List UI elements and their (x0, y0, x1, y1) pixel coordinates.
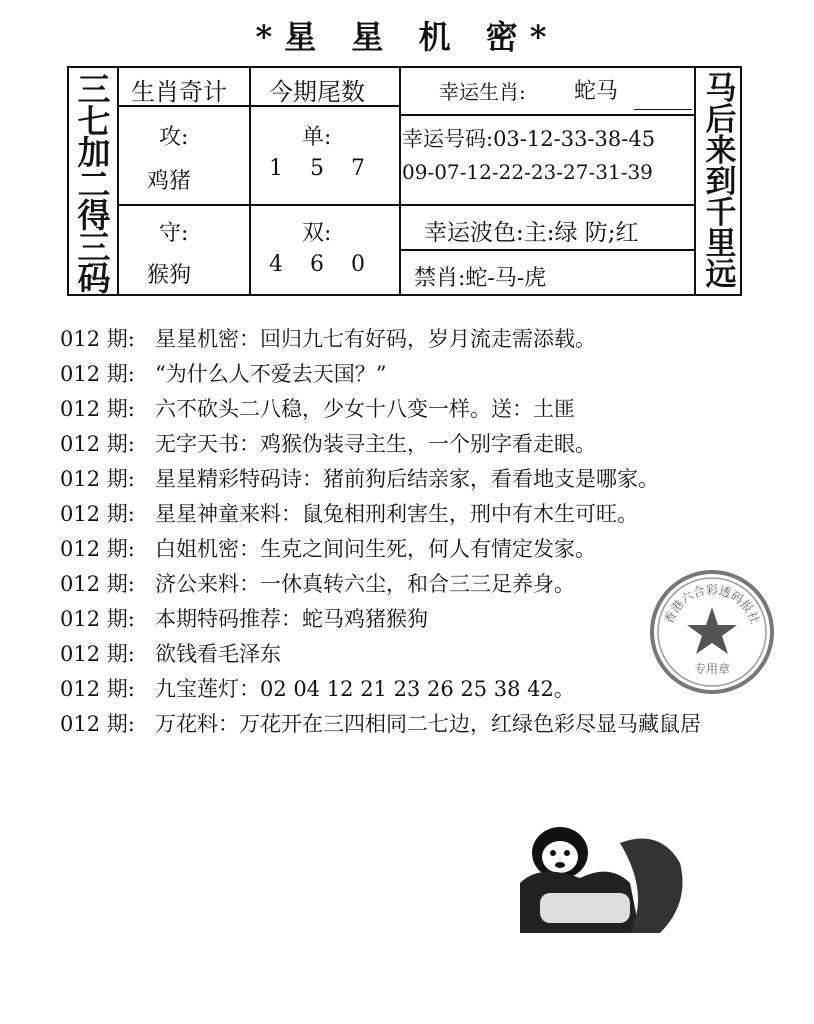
forbidden-zodiac: 禁肖:蛇-马-虎 (414, 266, 547, 291)
list-item: 012 期: 九宝莲灯：02 04 12 21 23 26 25 38 42。 (60, 677, 575, 701)
stamp-top-text: 香港六合彩透码报社 (661, 583, 763, 626)
left-vertical-slogan: 三 七 加 二 得 三 码 (77, 70, 111, 298)
stamp-bottom-text: 专用章 (693, 662, 731, 676)
lucky-zodiac-label: 幸运生肖: (439, 80, 526, 104)
lucky-color: 幸运波色:主:绿 防;红 (424, 220, 639, 246)
list-item: 012 期: 星星机密：回归九七有好码，岁月流走需添载。 (60, 327, 596, 351)
list-item: 012 期: 六不砍头二八稳，少女十八变一样。送：土匪 (60, 397, 575, 421)
list-item: 012 期: “为什么人不爱去天国？” (60, 362, 387, 386)
single-value: 1 5 7 (269, 156, 375, 181)
tail-header: 今期尾数 (269, 78, 365, 106)
info-table (67, 66, 742, 296)
double-value: 4 6 0 (269, 252, 375, 277)
attack-label: 攻: (159, 125, 189, 150)
lucky-numbers-line2: 09-07-12-22-23-27-31-39 (402, 160, 653, 184)
list-item: 012 期: 济公来料：一休真转六尘，和合三三足养身。 (60, 572, 575, 596)
lucky-zodiac-value: 蛇马 (574, 79, 619, 104)
defend-label: 守: (159, 221, 189, 246)
seal-stamp (649, 569, 775, 695)
mascot-illustration (500, 823, 700, 943)
double-label: 双: (302, 221, 332, 246)
defend-value: 猴狗 (147, 263, 192, 288)
list-item: 012 期: 无字天书：鸡猴伪装寻主生，一个别字看走眼。 (60, 432, 596, 456)
attack-value: 鸡猪 (147, 169, 192, 194)
star-icon (687, 607, 737, 654)
list-item: 012 期: 欲钱看毛泽东 (60, 642, 281, 666)
zodiac-header: 生肖奇计 (131, 78, 227, 106)
page-title: *星 星 机 密* (255, 18, 559, 56)
lucky-numbers-line1: 幸运号码:03-12-33-38-45 (402, 127, 656, 151)
list-item: 012 期: 白姐机密：生克之间问生死，何人有情定发家。 (60, 537, 596, 561)
list-item: 012 期: 星星神童来料：鼠兔相刑利害生，刑中有木生可旺。 (60, 502, 638, 526)
single-label: 单: (302, 125, 332, 150)
list-item: 012 期: 本期特码推荐：蛇马鸡猪猴狗 (60, 607, 428, 631)
list-item: 012 期: 万花料：万花开在三四相同二七边，红绿色彩尽显马藏鼠居 (60, 712, 701, 736)
list-item: 012 期: 星星精彩特码诗：猪前狗后结亲家，看看地支是哪家。 (60, 467, 659, 491)
right-vertical-slogan: 马 后 来 到 千 里 远 (705, 71, 737, 293)
